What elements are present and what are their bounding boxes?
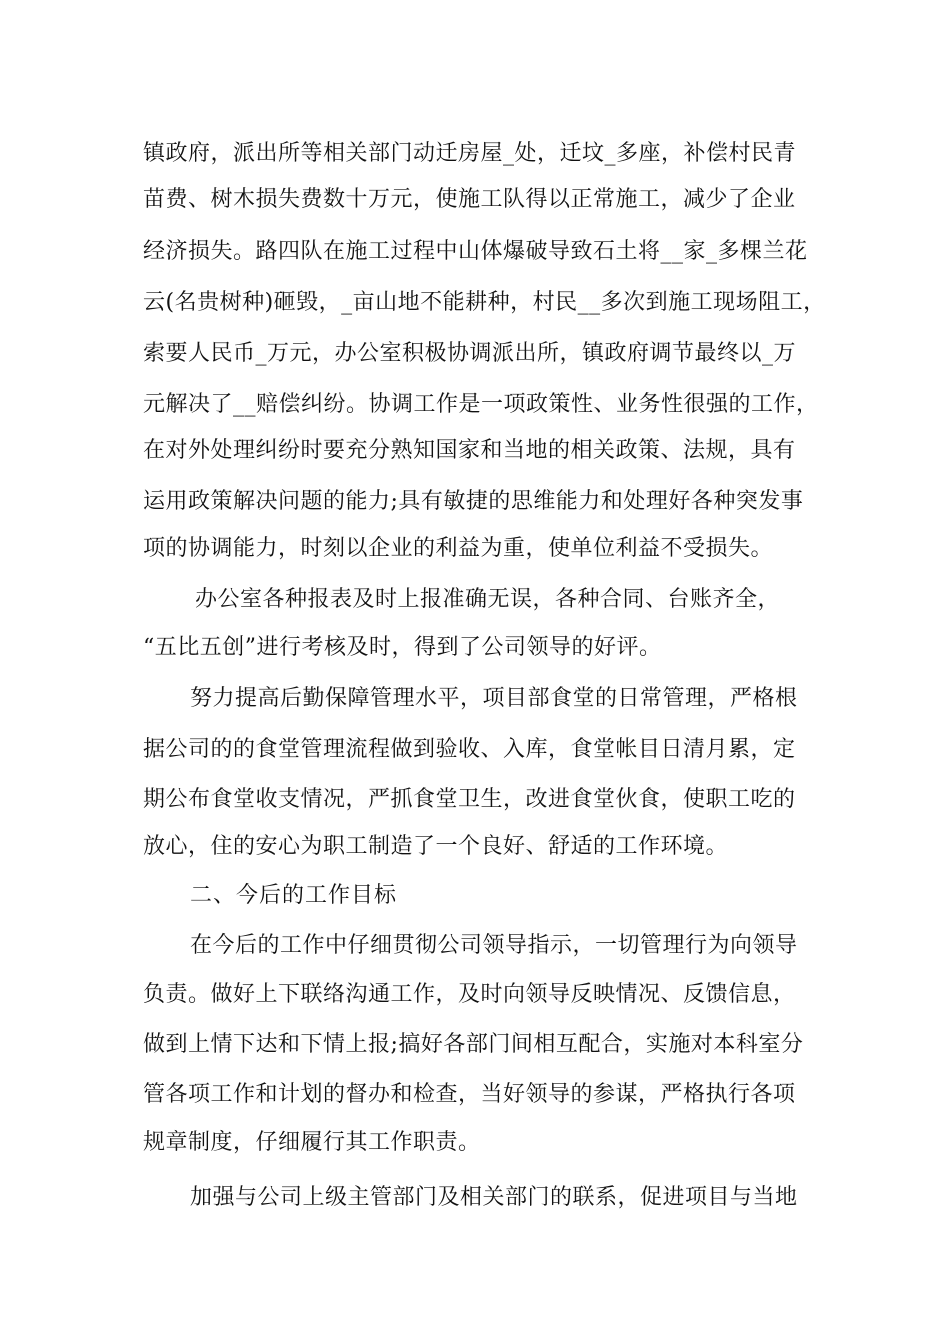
paragraph-line: 在对外处理纠纷时要充分熟知国家和当地的相关政策、法规，具有 bbox=[143, 438, 796, 463]
paragraph-line: 规章制度，仔细履行其工作职责。 bbox=[143, 1130, 481, 1155]
paragraph-line: 在今后的工作中仔细贯彻公司领导指示，一切管理行为向领导 bbox=[190, 933, 798, 958]
paragraph-line: 期公布食堂收支情况，严抓食堂卫生，改进食堂伙食，使职工吃的 bbox=[143, 787, 796, 812]
paragraph-line: 云(名贵树种)砸毁，_亩山地不能耕种，村民__多次到施工现场阻工， bbox=[143, 290, 826, 315]
paragraph-line: 苗费、树木损失费数十万元，使施工队得以正常施工，减少了企业 bbox=[143, 187, 796, 212]
paragraph-line: 镇政府，派出所等相关部门动迁房屋_处，迁坟_多座，补偿村民青 bbox=[143, 141, 797, 166]
paragraph-line: 加强与公司上级主管部门及相关部门的联系，促进项目与当地 bbox=[190, 1185, 798, 1210]
paragraph-line: 元解决了__赔偿纠纷。协调工作是一项政策性、业务性很强的工作， bbox=[143, 392, 819, 417]
paragraph-line: 运用政策解决问题的能力;具有敏捷的思维能力和处理好各种突发事 bbox=[143, 489, 804, 514]
paragraph-line: “五比五创”进行考核及时，得到了公司领导的好评。 bbox=[143, 635, 662, 660]
paragraph-line: 努力提高后勤保障管理水平，项目部食堂的日常管理，严格根 bbox=[190, 686, 798, 711]
paragraph-line: 据公司的的食堂管理流程做到验收、入库，食堂帐目日清月累，定 bbox=[143, 737, 796, 762]
paragraph-line: 索要人民币_万元，办公室积极协调派出所，镇政府调节最终以_万 bbox=[143, 341, 797, 366]
paragraph-line: 办公室各种报表及时上报准确无误，各种合同、台账齐全， bbox=[195, 587, 781, 612]
paragraph-line: 经济损失。路四队在施工过程中山体爆破导致石土将__家_多棵兰花 bbox=[143, 239, 808, 264]
paragraph-line: 放心，住的安心为职工制造了一个良好、舒适的工作环境。 bbox=[143, 834, 729, 859]
paragraph-line: 负责。做好上下联络沟通工作，及时向领导反映情况、反馈信息， bbox=[143, 982, 796, 1007]
paragraph-line: 管各项工作和计划的督办和检查，当好领导的参谋，严格执行各项 bbox=[143, 1082, 796, 1107]
paragraph-line: 做到上情下达和下情上报;搞好各部门间相互配合，实施对本科室分 bbox=[143, 1032, 804, 1057]
paragraph-line: 项的协调能力，时刻以企业的利益为重，使单位利益不受损失。 bbox=[143, 536, 774, 561]
section-heading: 二、今后的工作目标 bbox=[190, 883, 398, 908]
